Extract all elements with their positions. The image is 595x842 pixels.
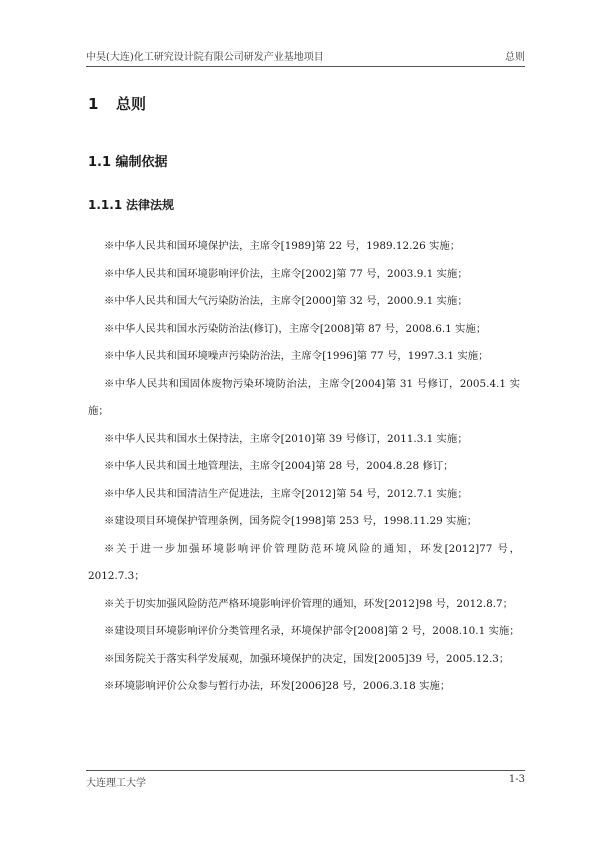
regulation-item: ※环境影响评价公众参与暂行办法，环发[2006]28 号，2006.3.18 实施； bbox=[104, 680, 451, 692]
header-chapter-name: 总则 bbox=[505, 52, 525, 63]
regulation-item: ※中华人民共和国土地管理法，主席令[2004]第 28 号，2004.8.28 修订； bbox=[104, 460, 454, 472]
regulation-item: ※中华人民共和国环境保护法，主席令[1989]第 22 号，1989.12.26 实施； bbox=[104, 240, 461, 252]
regulation-item: ※中华人民共和国水污染防治法(修订)，主席令[2008]第 87 号，2008.6.1 实施； bbox=[104, 322, 487, 335]
regulation-item: ※中华人民共和国水土保持法，主席令[2010]第 39 号修订，2011.3.1 实施； bbox=[104, 432, 468, 445]
regulation-item: ※关于进一步加强环境影响评价管理防范环境风险的通知，环发[2012]77 号，2012.7.3； bbox=[88, 542, 520, 582]
subsection-title: 法律法规 bbox=[126, 198, 175, 212]
regulation-item: ※关于切实加强风险防范严格环境影响评价管理的通知，环发[2012]98 号，2012.8.7； bbox=[104, 597, 514, 610]
regulation-item: ※中华人民共和国环境影响评价法，主席令[2002]第 77 号，2003.9.1 实施； bbox=[104, 267, 468, 280]
page-header bbox=[86, 48, 525, 67]
regulation-list bbox=[88, 233, 520, 701]
subsection-heading bbox=[88, 196, 174, 213]
regulation-item: ※中华人民共和国固体废物污染环境防治法，主席令[2004]第 31 号修订，2005.4.1 实施； bbox=[88, 377, 520, 417]
chapter-heading bbox=[88, 93, 146, 114]
regulation-item: ※中华人民共和国环境噪声污染防治法，主席令[1996]第 77 号，1997.3.1 实施； bbox=[104, 350, 489, 362]
subsection-number: 1.1.1 bbox=[88, 198, 123, 212]
footer-institution: 大连理工大学 bbox=[86, 778, 146, 789]
page-number: 1-3 bbox=[508, 774, 525, 785]
chapter-title: 总则 bbox=[116, 95, 147, 113]
regulation-item: ※中华人民共和国清洁生产促进法，主席令[2012]第 54 号，2012.7.1 实施； bbox=[104, 487, 468, 500]
chapter-number: 1 bbox=[88, 95, 99, 113]
page-footer bbox=[86, 770, 525, 789]
regulation-item: ※国务院关于落实科学发展观，加强环境保护的决定，国发[2005]39 号，2005.12.3； bbox=[104, 652, 510, 665]
regulation-item: ※建设项目环境影响评价分类管理名录，环境保护部令[2008]第 2 号，2008.10.1 实施； bbox=[104, 625, 520, 637]
regulation-item: ※中华人民共和国大气污染防治法，主席令[2000]第 32 号，2000.9.1 实施； bbox=[104, 295, 468, 307]
section-heading: 1.1 编制依据 bbox=[88, 155, 168, 170]
regulation-item: ※建设项目环境保护管理条例，国务院令[1998]第 253 号，1998.11.29 实施； bbox=[104, 515, 478, 527]
header-project-title: 中昊(大连)化工研究设计院有限公司研发产业基地项目 bbox=[86, 52, 324, 63]
